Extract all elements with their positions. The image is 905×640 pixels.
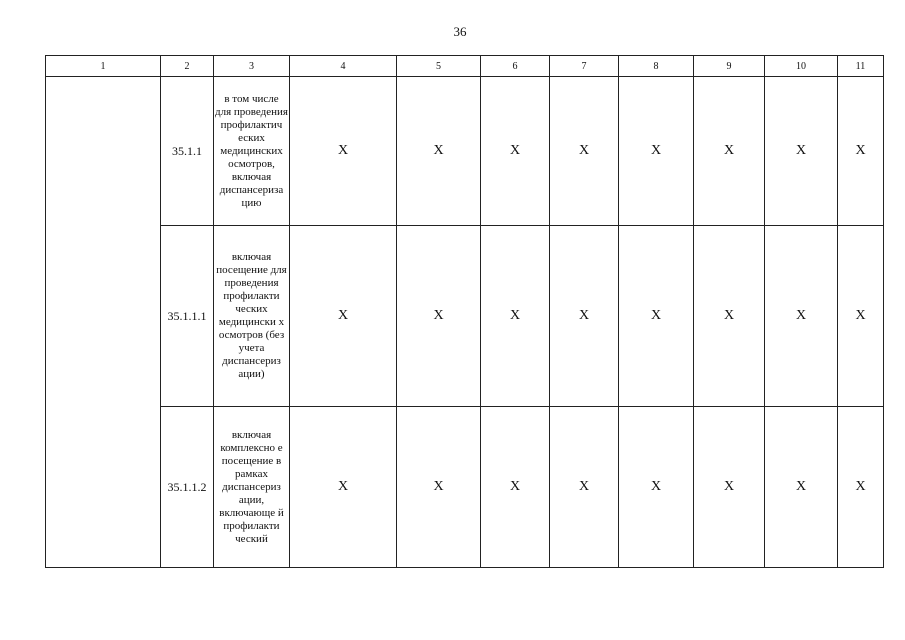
merged-empty-cell — [46, 77, 161, 568]
mark-cell: X — [550, 226, 619, 407]
mark-cell: X — [550, 407, 619, 568]
mark-cell: X — [838, 226, 884, 407]
mark-cell: X — [765, 77, 838, 226]
header-cell-11: 11 — [838, 56, 884, 77]
header-cell-8: 8 — [619, 56, 694, 77]
mark-cell: X — [838, 77, 884, 226]
mark-cell: X — [481, 407, 550, 568]
mark-cell: X — [481, 226, 550, 407]
mark-cell: X — [397, 407, 481, 568]
mark-cell: X — [694, 407, 765, 568]
mark-cell: X — [694, 226, 765, 407]
mark-cell: X — [619, 226, 694, 407]
data-table — [45, 55, 884, 568]
header-cell-1: 1 — [46, 56, 161, 77]
header-cell-2: 2 — [161, 56, 214, 77]
row-code: 35.1.1.2 — [161, 407, 214, 568]
row-description: в том числе для проведения профилактич еских медицинских осмотров, включая диспансериза цию — [214, 77, 290, 226]
mark-cell: X — [694, 77, 765, 226]
mark-cell: X — [290, 77, 397, 226]
mark-cell: X — [481, 77, 550, 226]
row-description: включая посещение для проведения профилакти ческих медицински х осмотров (без учета диспансериз ации) — [214, 226, 290, 407]
row-code: 35.1.1.1 — [161, 226, 214, 407]
mark-cell: X — [765, 226, 838, 407]
header-cell-5: 5 — [397, 56, 481, 77]
header-cell-3: 3 — [214, 56, 290, 77]
row-code: 35.1.1 — [161, 77, 214, 226]
mark-cell: X — [838, 407, 884, 568]
mark-cell: X — [619, 407, 694, 568]
header-cell-7: 7 — [550, 56, 619, 77]
mark-cell: X — [290, 226, 397, 407]
header-cell-10: 10 — [765, 56, 838, 77]
mark-cell: X — [397, 77, 481, 226]
table-row — [46, 407, 884, 568]
row-description: включая комплексно е посещение в рамках диспансериз ации, включающе й профилакти ческий — [214, 407, 290, 568]
mark-cell: X — [550, 77, 619, 226]
page-number: 36 — [453, 24, 467, 39]
header-row — [46, 56, 884, 77]
header-cell-6: 6 — [481, 56, 550, 77]
table-row — [46, 77, 884, 226]
mark-cell: X — [397, 226, 481, 407]
table-row — [46, 226, 884, 407]
mark-cell: X — [619, 77, 694, 226]
header-cell-4: 4 — [290, 56, 397, 77]
mark-cell: X — [765, 407, 838, 568]
mark-cell: X — [290, 407, 397, 568]
header-cell-9: 9 — [694, 56, 765, 77]
